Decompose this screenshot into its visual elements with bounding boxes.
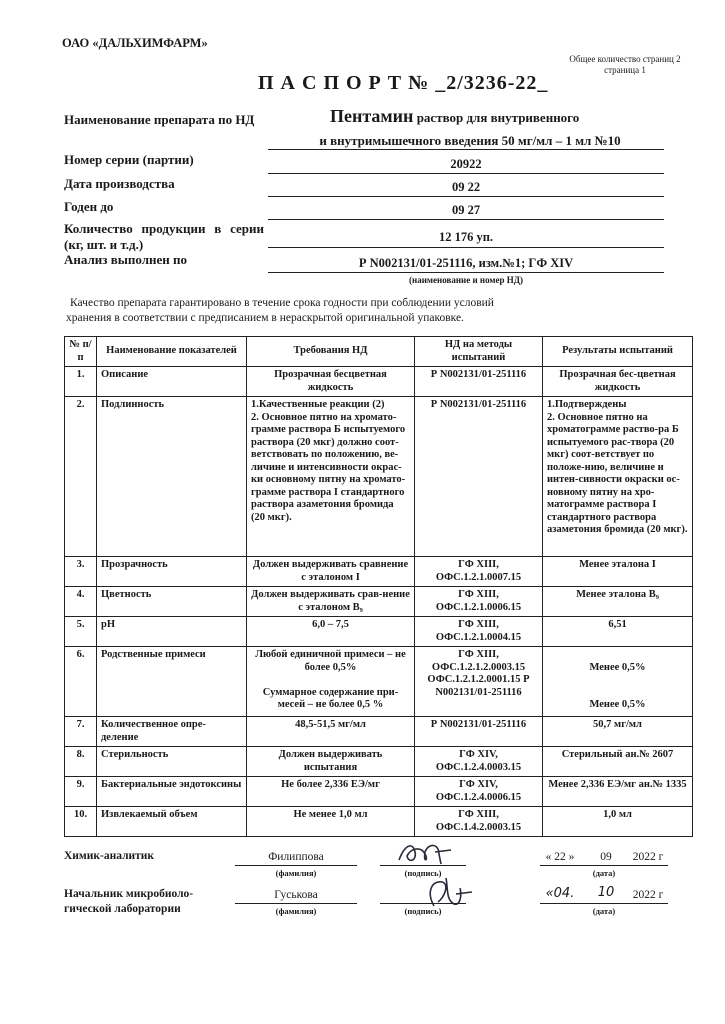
row-num-cell: 2.	[65, 397, 97, 557]
row-result-cell: Менее 2,336 ЕЭ/мг ан.№ 1335	[543, 777, 693, 807]
col-num-header: № п/п	[65, 337, 97, 367]
pages-total: Общее количество страниц 2	[569, 54, 681, 64]
row-result-cell: Прозрачная бес-цветная жидкость	[543, 367, 693, 397]
quality-line-2: хранения в соответствии с предписанием в нераскрытой оригинальной упаковке.	[66, 312, 464, 324]
table-row	[65, 367, 693, 397]
head-surname-caption: (фамилия)	[275, 906, 317, 916]
row-result-cell: Менее 0,5% Менее 0,5%	[543, 647, 693, 717]
drug-name-line1	[330, 106, 579, 127]
row-name-cell: Извлекаемый объем	[97, 807, 247, 837]
table-row	[65, 777, 693, 807]
page-title: П А С П О Р Т № _2/3236-22_	[258, 72, 549, 94]
drug-name-big: Пентамин	[330, 106, 414, 126]
row-req-cell: Не более 2,336 ЕЭ/мг	[247, 777, 415, 807]
page-count	[560, 54, 690, 76]
row-req-cell: 48,5-51,5 мг/мл	[247, 717, 415, 747]
row-name-cell: Родственные примеси	[97, 647, 247, 717]
row-method-cell: Р N002131/01-251116	[415, 397, 543, 557]
drug-name-rest1: раствор для внутривенного	[413, 110, 580, 125]
row-method-cell: ГФ XIV, ОФС.1.2.4.0003.15	[415, 747, 543, 777]
table-row	[65, 617, 693, 647]
table-row	[65, 557, 693, 587]
qty-label-2: (кг, шт. и т.д.)	[64, 237, 144, 252]
row-method-cell: Р N002131/01-251116	[415, 717, 543, 747]
row-method-cell: Р N002131/01-251116	[415, 367, 543, 397]
row-method-cell: ГФ XIII, ОФС.1.2.1.0004.15	[415, 617, 543, 647]
row-req-cell: Должен выдерживать сравнение с эталоном I	[247, 557, 415, 587]
row-num-cell: 5.	[65, 617, 97, 647]
col-name-header: Наименование показателей	[97, 337, 247, 367]
row-method-cell: ГФ XIV, ОФС.1.2.4.0006.15	[415, 777, 543, 807]
head-date-caption: (дата)	[592, 906, 616, 916]
chemist-date-month: 09	[600, 851, 612, 863]
qty-value: 12 176 уп.	[438, 230, 494, 244]
row-num-cell: 10.	[65, 807, 97, 837]
row-method-cell: ГФ XIII, ОФС.1.2.1.0007.15	[415, 557, 543, 587]
chemist-date-caption: (дата)	[592, 868, 616, 878]
row-result-cell: 50,7 мг/мл	[543, 717, 693, 747]
row-num-cell: 7.	[65, 717, 97, 747]
row-req-cell: Прозрачная бесцветная жидкость	[247, 367, 415, 397]
table-row	[65, 747, 693, 777]
row-num-cell: 6.	[65, 647, 97, 717]
table-row	[65, 807, 693, 837]
head-date-month: 10	[597, 885, 615, 900]
chemist-signature	[395, 838, 459, 868]
prod-date-label: Дата производства	[64, 176, 175, 191]
head-name: Гуськова	[274, 889, 318, 901]
row-req-cell: Должен выдерживать испытания	[247, 747, 415, 777]
row-result-cell: 1.Подтверждены 2. Основное пятно на хроматограмме раство-ра Б испытуемого рас-твора (20 мкг) соот-ветствует по положе-нию, величине и интен-сивности окраски ос-новному пятну на хро-матограмме раствора I стандартного раствора азаметония бромида (20 мкг).	[543, 397, 693, 557]
table-row	[65, 717, 693, 747]
analysis-caption: (наименование и номер НД)	[409, 275, 523, 285]
row-method-cell: ГФ XIII, ОФС.1.2.1.0006.15	[415, 587, 543, 617]
chemist-surname-caption: (фамилия)	[275, 868, 317, 878]
head-label-1: Начальник микробиоло-	[64, 888, 194, 900]
col-method-header: НД на методы испытаний	[415, 337, 543, 367]
table-row	[65, 647, 693, 717]
row-num-cell: 8.	[65, 747, 97, 777]
company-name: ОАО «ДАЛЬХИМФАРМ»	[62, 36, 208, 50]
row-req-cell: Должен выдерживать срав-нение с эталоном B₉	[247, 587, 415, 617]
row-name-cell: Прозрачность	[97, 557, 247, 587]
drug-name-line2: и внутримышечного введения 50 мг/мл – 1 мл №10	[319, 133, 621, 148]
row-num-cell: 4.	[65, 587, 97, 617]
table-row	[65, 587, 693, 617]
row-req-cell: 6,0 – 7,5	[247, 617, 415, 647]
row-name-cell: Стерильность	[97, 747, 247, 777]
row-result-cell: Менее эталона I	[543, 557, 693, 587]
batch-label: Номер серии (партии)	[64, 152, 194, 167]
row-method-cell: ГФ XIII, ОФС.1.4.2.0003.15	[415, 807, 543, 837]
row-name-cell: pH	[97, 617, 247, 647]
row-name-cell: Количественное опре-деление	[97, 717, 247, 747]
chemist-signature-caption: (подпись)	[404, 868, 442, 878]
table-header-row	[65, 337, 693, 367]
quality-statement	[66, 296, 606, 326]
expiry-value: 09 27	[451, 203, 481, 217]
col-req-header: Требования НД	[247, 337, 415, 367]
col-result-header: Результаты испытаний	[543, 337, 693, 367]
row-result-cell: 1,0 мл	[543, 807, 693, 837]
batch-value: 20922	[450, 157, 482, 171]
drug-label: Наименование препарата по НД	[64, 112, 255, 127]
row-num-cell: 3.	[65, 557, 97, 587]
prod-date-value: 09 22	[451, 180, 481, 194]
head-signature-caption: (подпись)	[404, 906, 442, 916]
table-row	[65, 397, 693, 557]
row-num-cell: 9.	[65, 777, 97, 807]
row-result-cell: Менее эталона B₉	[543, 587, 693, 617]
head-label-2: гической лаборатории	[64, 903, 181, 915]
row-name-cell: Цветность	[97, 587, 247, 617]
row-req-cell: Не менее 1,0 мл	[247, 807, 415, 837]
chemist-label: Химик-аналитик	[64, 850, 155, 862]
chemist-name: Филиппова	[268, 851, 324, 863]
page-current: страница 1	[604, 65, 646, 75]
head-date-year: 2022 г	[632, 889, 664, 901]
row-num-cell: 1.	[65, 367, 97, 397]
analysis-label: Анализ выполнен по	[64, 252, 188, 267]
chemist-date-year: 2022 г	[632, 851, 664, 863]
row-name-cell: Бактериальные эндотоксины	[97, 777, 247, 807]
expiry-label: Годен до	[64, 199, 114, 214]
qty-label-1: Количество продукции в серии	[64, 221, 264, 236]
row-name-cell: Описание	[97, 367, 247, 397]
row-req-cell: Любой единичной примеси – не более 0,5% Суммарное содержание при-месей – не более 0,5 %	[247, 647, 415, 717]
row-method-cell: ГФ XIII, ОФС.1.2.1.2.0003.15 ОФС.1.2.1.2.0001.15 Р N002131/01-251116	[415, 647, 543, 717]
row-name-cell: Подлинность	[97, 397, 247, 557]
row-result-cell: 6,51	[543, 617, 693, 647]
row-req-cell: 1.Качественные реакции (2) 2. Основное пятно на хромато-грамме раствора Б испытуемого раствора (20 мкг) должно соот-ветствовать по положению, ве-личине и интенсивности окрас-ки основному пятну на хромато-грамме раствора I стандартного раствора азаметония бромида (20 мкг).	[247, 397, 415, 557]
analysis-value: Р N002131/01-251116, изм.№1; ГФ XIV	[358, 256, 574, 270]
head-date-day: «04.	[545, 886, 575, 901]
chemist-date-day: « 22 »	[545, 851, 575, 863]
row-result-cell: Стерильный ан.№ 2607	[543, 747, 693, 777]
results-table	[64, 336, 693, 837]
quality-line-1: Качество препарата гарантировано в течение срока годности при соблюдении условий	[70, 297, 494, 309]
